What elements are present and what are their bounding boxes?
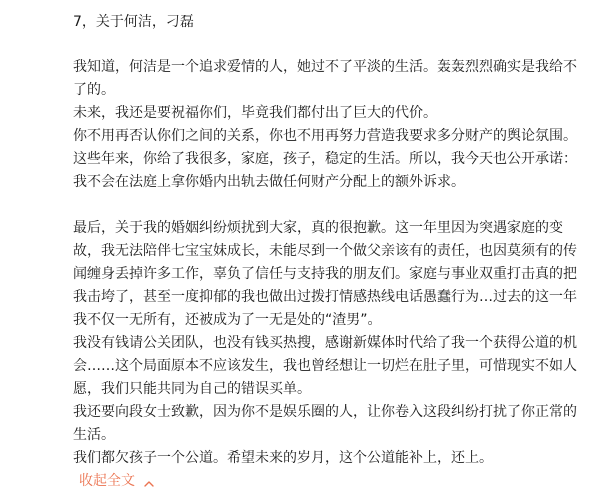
- post-paragraph: 我没有钱请公关团队，也没有钱买热搜，感谢新媒体时代给了我一个获得公道的机会……这个局面原本不应该发生，我也曾经想让一切烂在肚子里，可惜现实不如人愿，我们只能共同为自己的错误买单。: [73, 335, 577, 397]
- paragraph-gap: [73, 194, 579, 217]
- post-paragraph: 我知道，何洁是一个追求爱情的人，她过不了平淡的生活。轰轰烈烈确实是我给不了的。: [73, 59, 577, 98]
- post-paragraph: 最后，关于我的婚姻纠纷烦扰到大家，真的很抱歉。这一年里因为突遇家庭的变故，我无法陪伴七宝宝妹成长，未能尽到一个做父亲该有的责任，也因莫须有的传闻缠身丢掉许多工作，辜负了信任与支持我的朋友们。家庭与事业双重打击真的把我击垮了，甚至一度抑郁的我也做出过拨打情感热线电话愚蠢行为…过去的这一年我不仅一无所有，还被成为了一无是处的“渣男”。: [73, 220, 577, 328]
- post-paragraph: 我还要向段女士致歉，因为你不是娱乐圈的人，让你卷入这段纠纷打扰了你正常的生活。: [73, 404, 577, 443]
- chevron-up-icon: [143, 475, 155, 487]
- collapse-label: 收起全文: [79, 473, 135, 489]
- post-paragraph: 未来，我还是要祝福你们，毕竟我们都付出了巨大的代价。: [73, 105, 437, 121]
- post-body: [73, 10, 579, 470]
- collapse-text-button[interactable]: [79, 470, 155, 492]
- post-paragraph: 你不用再否认你们之间的关系，你也不用再努力营造我要求多分财产的舆论氛围。这些年来，你给了我很多，家庭，孩子，稳定的生活。所以，我今天也公开承诺：我不会在法庭上拿你婚内出轨去做任何财产分配上的额外诉求。: [73, 128, 577, 190]
- post-heading: 7，关于何洁，刁磊: [73, 14, 194, 30]
- post-paragraph: 我们都欠孩子一个公道。希望未来的岁月，这个公道能补上，还上。: [73, 450, 493, 466]
